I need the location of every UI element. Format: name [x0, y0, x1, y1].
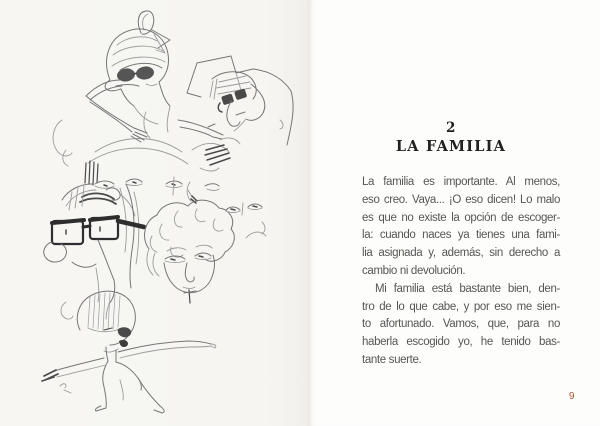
- text-line: haberla escogido yo, he tenido bas-: [362, 336, 560, 349]
- sketch-curly-kid-face: [145, 200, 235, 303]
- child-open-mouth-icon: [119, 340, 128, 347]
- chapter-title: LA FAMILIA: [395, 138, 507, 155]
- text-line: es que no existe la opción de escoger-: [362, 211, 560, 224]
- sketch-eyes-row: [80, 161, 219, 216]
- sunglasses-lens-icon: [234, 88, 247, 100]
- sunglasses-lens-icon: [135, 65, 155, 80]
- body-text: [362, 174, 560, 370]
- text-line: tro de lo que cabe, y por eso me sien-: [362, 300, 560, 313]
- text-line: La familia es importante. Al menos,: [362, 176, 560, 188]
- text-line: to afortunado. Vamos, que, para no: [362, 318, 560, 331]
- text-line: cambio ni devolución.: [362, 264, 466, 277]
- sketch-walking-child: [42, 291, 216, 413]
- page-number: 9: [568, 391, 576, 402]
- text-line: tante suerte.: [362, 353, 422, 366]
- text-line: lia asignada y, además, sin derecho a: [362, 247, 560, 260]
- text-line: Mi familia está bastante bien, den-: [375, 282, 560, 295]
- right-page: [310, 0, 600, 426]
- chapter-heading: [352, 121, 550, 155]
- sketch-small-eyes-fragment: [226, 203, 266, 238]
- text-line: la: cuando naces ya tienes una fami-: [362, 229, 560, 242]
- sketch-woman-sunglasses: [86, 11, 170, 142]
- sunglasses-lens-icon: [221, 93, 234, 105]
- text-line: eso creo. Vaya... ¡O eso dicen! Lo malo: [362, 193, 560, 206]
- sketch-man-sunglasses: [178, 56, 293, 171]
- chapter-number: 2: [446, 120, 456, 136]
- sketch-face-big-glasses: [44, 184, 144, 319]
- child-eye-icon: [118, 327, 131, 337]
